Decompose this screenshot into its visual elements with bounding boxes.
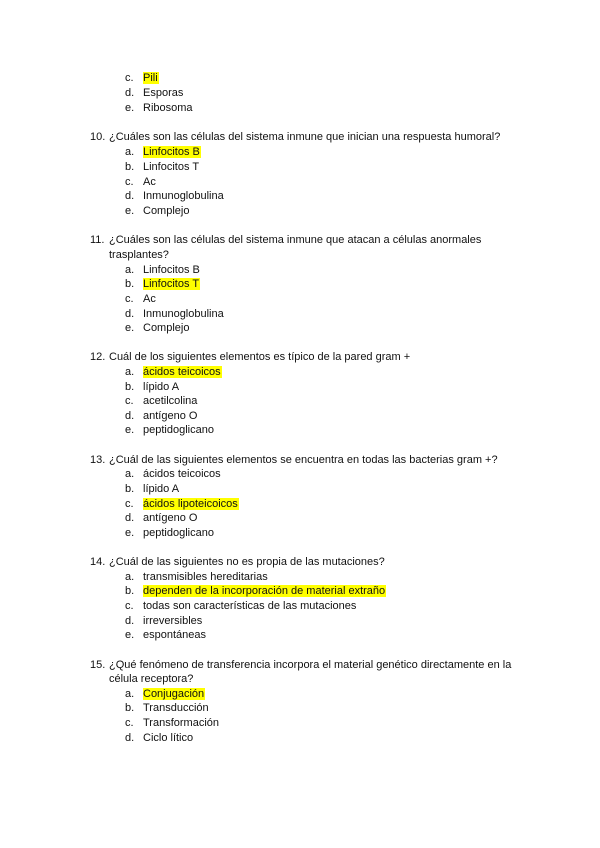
option-letter: c.: [125, 717, 134, 729]
option-12b: [125, 380, 179, 395]
option-letter: d.: [125, 410, 135, 422]
question-text: [90, 658, 530, 673]
question-text: [90, 350, 530, 365]
option-text: peptidoglicano: [143, 527, 214, 539]
question-text: [90, 555, 530, 570]
option-letter: a.: [125, 366, 135, 378]
option-15c: [125, 716, 219, 731]
option-letter: a.: [125, 688, 135, 700]
option-text: Ac: [143, 176, 156, 188]
question-number: 12.: [90, 351, 106, 363]
option-13e: [125, 526, 214, 541]
option-15b: [125, 701, 209, 716]
option-letter: b.: [125, 381, 135, 393]
question-line: ¿Cuáles son las células del sistema inmune que inician una respuesta humoral?: [109, 131, 501, 143]
question-text-line2: [90, 672, 530, 687]
option-12a: [125, 365, 222, 380]
option-letter: d.: [125, 512, 135, 524]
option-letter: b.: [125, 483, 135, 495]
option-text: Inmunoglobulina: [143, 308, 224, 320]
option-letter: c.: [125, 72, 134, 84]
question-line: ¿Cuál de las siguientes elementos se encuentra en todas las bacterias gram +?: [109, 454, 498, 466]
question-text: [90, 233, 530, 248]
option-12d: [125, 409, 197, 424]
option-letter: d.: [125, 87, 135, 99]
option-text-highlighted: ácidos lipoteicoicos: [143, 498, 238, 510]
option-text: espontáneas: [143, 629, 206, 641]
option-letter: e.: [125, 205, 135, 217]
option-11c: [125, 292, 156, 307]
option-11a: [125, 263, 200, 278]
option-text: todas son características de las mutaciones: [143, 600, 357, 612]
question-number: 11.: [90, 234, 105, 246]
question-text: [90, 130, 530, 145]
option-letter: b.: [125, 278, 135, 290]
question-line: ¿Cuáles son las células del sistema inmune que atacan a células anormales: [109, 234, 482, 246]
option-text: Linfocitos T: [143, 161, 200, 173]
option-10a: [125, 145, 201, 160]
option-letter: e.: [125, 527, 135, 539]
option-text: antígeno O: [143, 410, 198, 422]
option-letter: c.: [125, 600, 134, 612]
option-text-highlighted: Pili: [143, 72, 158, 84]
option-10c: [125, 175, 156, 190]
option-text-highlighted: Conjugación: [143, 688, 205, 700]
question-number: 13.: [90, 454, 106, 466]
option-text-highlighted: ácidos teicoicos: [143, 366, 221, 378]
option-letter: e.: [125, 424, 135, 436]
option-text: Linfocitos B: [143, 264, 200, 276]
question-line: Cuál de los siguientes elementos es típico de la pared gram +: [109, 351, 411, 363]
option-letter: a.: [125, 571, 135, 583]
option-14c: [125, 599, 356, 614]
option-10e: [125, 204, 189, 219]
option-text: acetilcolina: [143, 395, 198, 407]
option-9d: [125, 86, 183, 101]
question-line: ¿Qué fenómeno de transferencia incorpora el material genético directamente en la: [109, 659, 512, 671]
option-letter: c.: [125, 293, 134, 305]
question-text-line2: [90, 248, 530, 263]
option-15a: [125, 687, 205, 702]
option-text: lípido A: [143, 381, 180, 393]
option-text: Complejo: [143, 205, 190, 217]
question-number: 15.: [90, 659, 106, 671]
option-text: Esporas: [143, 87, 184, 99]
option-text: Transformación: [143, 717, 220, 729]
option-14d: [125, 614, 202, 629]
option-letter: e.: [125, 322, 135, 334]
option-10d: [125, 189, 224, 204]
option-text: Transducción: [143, 702, 209, 714]
option-13a: [125, 467, 221, 482]
option-12c: [125, 394, 197, 409]
option-text: Ac: [143, 293, 156, 305]
option-9e: [125, 101, 193, 116]
option-letter: b.: [125, 702, 135, 714]
option-14a: [125, 570, 268, 585]
option-text: Ciclo lítico: [143, 732, 194, 744]
option-13d: [125, 511, 197, 526]
option-text: Complejo: [143, 322, 190, 334]
option-letter: e.: [125, 102, 135, 114]
option-text: Inmunoglobulina: [143, 190, 224, 202]
option-letter: c.: [125, 498, 134, 510]
option-letter: a.: [125, 468, 135, 480]
question-number: 10.: [90, 131, 106, 143]
question-line: ¿Cuál de las siguientes no es propia de las mutaciones?: [109, 556, 385, 568]
option-13b: [125, 482, 179, 497]
option-9c: [125, 71, 159, 86]
option-text: antígeno O: [143, 512, 198, 524]
option-text-highlighted: dependen de la incorporación de material extraño: [143, 585, 386, 597]
option-letter: b.: [125, 585, 135, 597]
option-letter: a.: [125, 146, 135, 158]
option-text-highlighted: Linfocitos B: [143, 146, 200, 158]
option-letter: d.: [125, 732, 135, 744]
option-letter: a.: [125, 264, 135, 276]
option-letter: d.: [125, 308, 135, 320]
option-letter: b.: [125, 161, 135, 173]
option-letter: d.: [125, 190, 135, 202]
question-line: trasplantes?: [109, 249, 169, 261]
option-14e: [125, 628, 206, 643]
option-13c: [125, 497, 239, 512]
option-15d: [125, 731, 193, 746]
option-11d: [125, 307, 224, 322]
option-text-highlighted: Linfocitos T: [143, 278, 200, 290]
option-14b: [125, 584, 386, 599]
option-text: ácidos teicoicos: [143, 468, 221, 480]
option-text: Ribosoma: [143, 102, 193, 114]
option-letter: d.: [125, 615, 135, 627]
option-text: lípido A: [143, 483, 180, 495]
option-text: transmisibles hereditarias: [143, 571, 268, 583]
option-text: irreversibles: [143, 615, 203, 627]
option-text: peptidoglicano: [143, 424, 214, 436]
option-letter: c.: [125, 176, 134, 188]
question-text: [90, 453, 530, 468]
question-number: 14.: [90, 556, 106, 568]
option-letter: e.: [125, 629, 135, 641]
option-11b: [125, 277, 200, 292]
option-10b: [125, 160, 199, 175]
option-letter: c.: [125, 395, 134, 407]
question-line: célula receptora?: [109, 673, 194, 685]
option-12e: [125, 423, 214, 438]
option-11e: [125, 321, 189, 336]
